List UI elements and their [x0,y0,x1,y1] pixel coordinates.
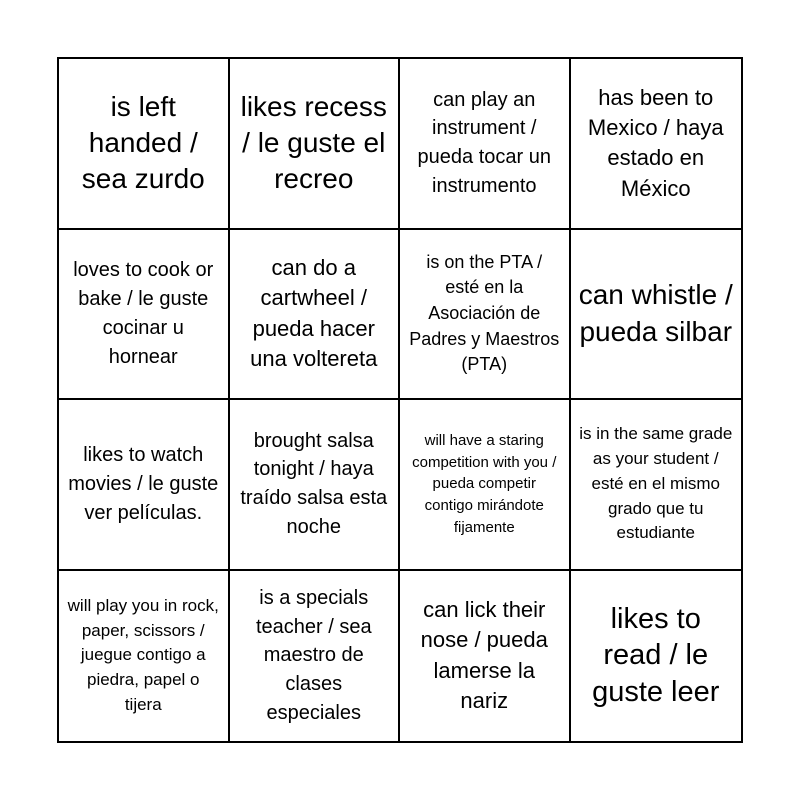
cell-text: is a specials teacher / sea maestro de clases especiales [255,586,372,724]
bingo-cell[interactable] [400,230,571,401]
cell-text: likes recess / le guste el recreo [240,90,387,195]
cell-text: brought salsa tonight / haya traído salsa esta noche [240,429,388,539]
cell-text: is on the PTA / esté en la Asociación de Padres y Maestros (PTA) [409,251,560,375]
bingo-cell[interactable] [400,571,571,742]
bingo-cell[interactable] [571,571,742,742]
cell-text: can play an instrument / pueda tocar un instrumento [417,88,551,198]
bingo-cell[interactable] [230,400,401,571]
cell-text: will play you in rock, paper, scissors / juegue contigo a piedra, papel o tijera [67,595,219,714]
bingo-cell[interactable] [400,400,571,571]
bingo-cell[interactable] [59,59,230,230]
bingo-cell[interactable] [571,400,742,571]
bingo-cell[interactable] [230,571,401,742]
cell-text: can do a cartwheel / pueda hacer una voltereta [250,255,378,372]
cell-text: is in the same grade as your student / esté en el mismo grado que tu estudiante [579,424,733,543]
bingo-cell[interactable] [571,230,742,401]
cell-text: is left handed / sea zurdo [81,90,205,195]
bingo-cell[interactable] [400,59,571,230]
bingo-cell[interactable] [59,400,230,571]
bingo-cell[interactable] [59,230,230,401]
bingo-cell[interactable] [230,230,401,401]
bingo-cell[interactable] [571,59,742,230]
cell-text: will have a staring competition with you / pueda competir contigo mirándote fijamente [412,431,557,536]
bingo-board [57,57,743,743]
cell-text: has been to Mexico / haya estado en México [587,84,724,201]
cell-text: likes to watch movies / le guste ver películas. [68,444,219,524]
cell-text: can whistle / pueda silbar [578,279,733,347]
cell-text: can lick their nose / pueda lamerse la nariz [420,597,548,714]
bingo-cell[interactable] [230,59,401,230]
cell-text: loves to cook or bake / le guste cocinar u hornear [73,259,214,368]
cell-text: likes to read / le guste leer [592,602,720,709]
bingo-cell[interactable] [59,571,230,742]
